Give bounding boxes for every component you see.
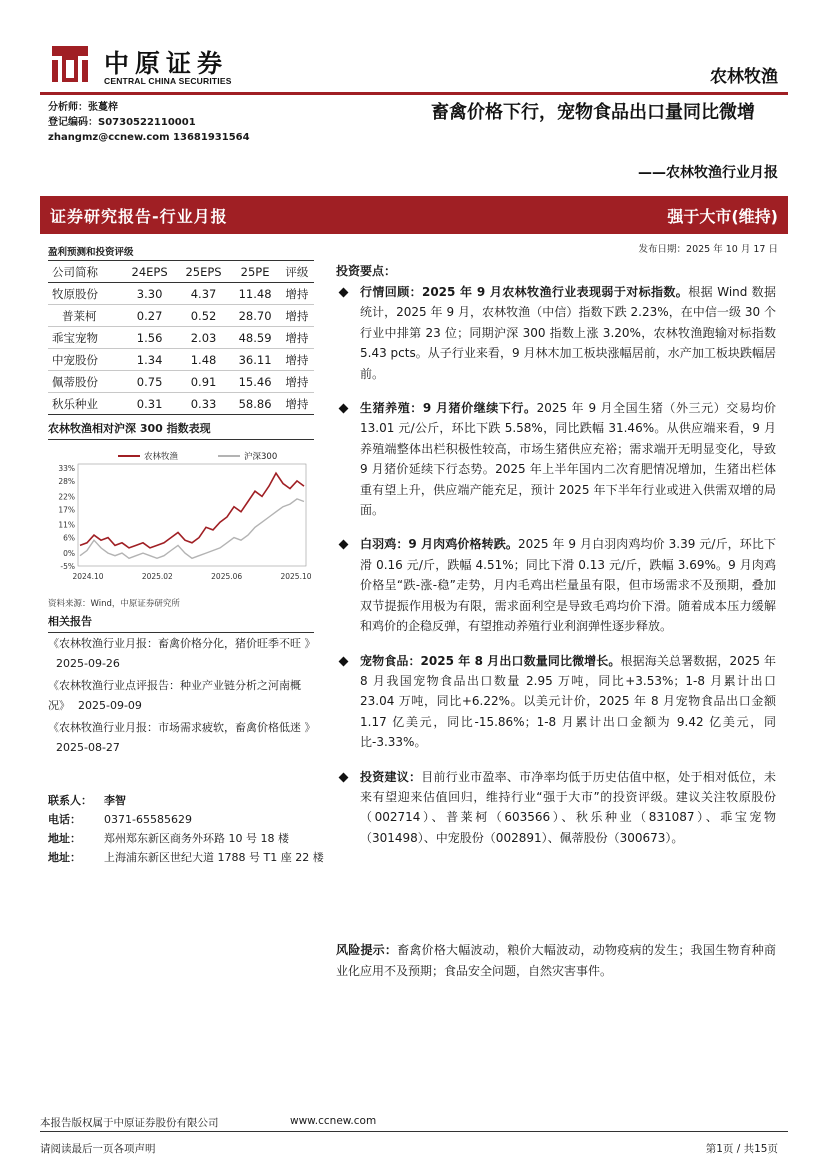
y-tick-label: 17% (58, 505, 75, 515)
table-cell: 乖宝宠物 (48, 327, 123, 349)
y-tick-label: 22% (58, 492, 75, 502)
report-title: 畜禽价格下行，宠物食品出口量同比微增 (431, 102, 755, 123)
investment-points-heading: 投资要点： (336, 264, 397, 278)
point-lead: 行情回顾：2025 年 9 月农林牧渔行业表现弱于对标指数。 (360, 285, 689, 299)
point-lead: 宠物食品：2025 年 8 月出口数量同比微增长。 (360, 653, 621, 668)
diamond-bullet-icon (339, 540, 349, 550)
y-tick-label: 11% (58, 520, 75, 530)
related-report-text: 《农林牧渔行业月报：畜禽价格分化，猪价旺季不旺 》 (48, 637, 316, 650)
investment-point (336, 282, 776, 384)
related-report-item[interactable] (48, 718, 316, 758)
contact-phone-row (48, 810, 328, 829)
table-row (48, 371, 314, 393)
point-body: 根据 Wind 数据统计，2025 年 9 月，农林牧渔（中信）指数下跌 2.23%，在中信一级 30 个行业中排第 23 位；同期沪深 300 指数上涨 3.20%，农林牧渔跑输对标指数 5.43 pcts。从子行业来看，9 月林木加工板块涨幅居前，水产加工板块跌幅居前。 (360, 285, 776, 381)
related-report-item[interactable] (48, 676, 316, 716)
y-tick-label: 6% (63, 533, 75, 543)
footer-disclaimer: 请阅读最后一页各项声明 (40, 1143, 156, 1155)
table-row (48, 283, 314, 305)
related-report-date: 2025-09-26 (56, 657, 120, 670)
table-cell: 增持 (280, 371, 314, 393)
table-cell: 0.27 (123, 305, 177, 327)
logo-emblem-icon (48, 42, 92, 86)
risk-body: 畜禽价格大幅波动，粮价大幅波动，动物疫病的发生；我国生物育种商业化应用不及预期；食品安全问题，自然灾害事件。 (336, 943, 776, 978)
contact-address-row (48, 848, 328, 867)
table-cell: 秋乐种业 (48, 393, 123, 415)
table-cell: 4.37 (177, 283, 231, 305)
y-tick-label: 33% (58, 464, 75, 473)
table-cell: 15.46 (231, 371, 280, 393)
report-subtitle: ——农林牧渔行业月报 (638, 165, 778, 181)
related-report-text: 《农林牧渔行业点评报告：种业产业链分析之河南概况》 (48, 679, 301, 712)
page-number: 第1页 / 共15页 (705, 1143, 778, 1155)
related-reports-list (48, 634, 316, 760)
table-row (48, 393, 314, 415)
company-logo (48, 42, 268, 94)
risk-lead: 风险提示： (336, 943, 398, 957)
x-tick-label: 2025.02 (141, 572, 173, 581)
related-report-text: 《农林牧渔行业月报：市场需求疲软，畜禽价格低迷 》 (48, 721, 316, 734)
contact-person-label: 联系人： (48, 794, 92, 807)
series-line (80, 499, 304, 558)
table-cell: 1.56 (123, 327, 177, 349)
table-cell: 增持 (280, 327, 314, 349)
analyst-cert: 登记编码：S0730522110001 (48, 117, 196, 128)
table-row (48, 349, 314, 371)
table-cell: 58.86 (231, 393, 280, 415)
table-cell: 增持 (280, 305, 314, 327)
y-tick-label: -5% (60, 562, 75, 571)
column-header: 评级 (280, 261, 314, 283)
table-cell: 1.34 (123, 349, 177, 371)
table-cell: 48.59 (231, 327, 280, 349)
forecast-title: 盈利预测和投资评级 (48, 244, 314, 261)
point-lead: 白羽鸡：9 月肉鸡价格转跌。 (360, 537, 518, 552)
report-type: 证券研究报告-行业月报 (50, 207, 228, 226)
header-rule (40, 92, 788, 95)
point-body: 2025 年 9 月全国生猪（外三元）交易均价 13.01 元/公斤，环比下跌 5.58%，同比跌幅 31.46%。从供应端来看，9 月养殖端整体出栏积极性较高，市场生猪供应充裕；需求端开无明显变化，导致 9 月猪价延续下行态势。2025 年上半年国内二次育肥情况增加，生猪出栏体重有望上升，供应端产能充足，预计 2025 年下半年行业或进入供需双增的局面。 (360, 401, 776, 518)
point-body: 目前行业市盈率、市净率均低于历史估值中枢，处于相对低位，未来有望迎来估值回归，维持行业“强于大市”的投资评级。建议关注牧原股份（002714）、普莱柯（603566）、秋乐种业（831087）、乖宝宠物（301498）、中宠股份（002891）、佩蒂股份（300673）。 (360, 769, 776, 845)
analyst-name: 分析师：张蔓梓 (48, 102, 118, 113)
point-lead: 生猪养殖：9 月猪价继续下行。 (360, 401, 537, 416)
table-row (48, 327, 314, 349)
table-header-row (48, 261, 314, 283)
diamond-bullet-icon (339, 288, 349, 298)
x-tick-label: 2025.10 (280, 572, 312, 581)
contact-address-row (48, 829, 328, 848)
y-tick-label: 28% (58, 476, 75, 486)
related-reports-title: 相关报告 (48, 613, 314, 633)
related-report-date: 2025-08-27 (56, 741, 120, 754)
table-cell: 0.31 (123, 393, 177, 415)
table-cell: 增持 (280, 393, 314, 415)
table-cell: 牧原股份 (48, 283, 123, 305)
publish-date: 发布日期：2025 年 10 月 17 日 (638, 244, 778, 255)
table-cell: 佩蒂股份 (48, 371, 123, 393)
table-cell: 2.03 (177, 327, 231, 349)
x-tick-label: 2025.06 (211, 572, 243, 581)
contact-person-value: 李智 (104, 794, 126, 807)
investment-points (336, 282, 776, 862)
point-lead: 投资建议： (360, 769, 422, 784)
diamond-bullet-icon (339, 772, 349, 782)
table-cell: 28.70 (231, 305, 280, 327)
table-row (48, 305, 314, 327)
table-cell: 0.75 (123, 371, 177, 393)
investment-point (336, 534, 776, 636)
column-header: 公司简称 (48, 261, 123, 283)
contact-address-label: 地址： (48, 832, 81, 845)
contact-person-row (48, 791, 328, 810)
table-cell: 1.48 (177, 349, 231, 371)
point-body: 2025 年 9 月白羽肉鸡均价 3.39 元/斤，环比下滑 0.16 元/斤，跌幅 4.51%；同比下滑 0.13 元/斤，跌幅 3.69%。9 月肉鸡价格呈“跌-涨-稳”走势，月内毛鸡出栏量虽有限，但市场需求不及预期，叠加双节提振作用极为有限，需求面利空是导致毛鸡均价下滑。随着成本压力缓解和鸡价的企稳反弹，有望推动养殖行业利润弹性逐步释放。 (360, 537, 776, 634)
forecast-table (48, 260, 314, 415)
footer-url-link[interactable]: www.ccnew.com (290, 1115, 377, 1127)
investment-point (336, 767, 776, 849)
investment-point (336, 651, 776, 753)
column-header: 25PE (231, 261, 280, 283)
industry-rating: 强于大市(维持) (667, 207, 778, 226)
contact-address-label: 地址： (48, 851, 81, 864)
column-header: 25EPS (177, 261, 231, 283)
contact-info (48, 791, 328, 867)
report-banner (40, 196, 788, 234)
chart-source: 资料来源：Wind，中原证券研究所 (48, 599, 180, 609)
table-cell: 中宠股份 (48, 349, 123, 371)
table-cell: 增持 (280, 283, 314, 305)
table-cell: 3.30 (123, 283, 177, 305)
investment-point (336, 398, 776, 520)
analyst-contact: zhangmz@ccnew.com 13681931564 (48, 132, 250, 143)
risk-warning (336, 940, 776, 982)
series-line (80, 473, 304, 548)
logo-text-cn: 中原证券 (104, 49, 229, 78)
y-tick-label: 0% (63, 549, 75, 559)
diamond-bullet-icon (339, 404, 349, 414)
table-cell: 0.52 (177, 305, 231, 327)
point-body: 根据海关总署数据，2025 年 8 月我国宠物食品出口数量 2.95 万吨，同比+3.53%；1-8 月累计出口 23.04 万吨，同比+6.22%。以美元计价，2025 年 8 月宠物食品出口金额 1.17 亿美元，同比-15.86%；1-8 月累计出口金额为 9.42 亿美元，同比-3.33%。 (360, 653, 776, 750)
table-cell: 普莱柯 (48, 305, 123, 327)
chart-title: 农林牧渔相对沪深 300 指数表现 (48, 420, 314, 440)
diamond-bullet-icon (339, 656, 349, 666)
relative-performance-chart (48, 444, 318, 590)
column-header: 24EPS (123, 261, 177, 283)
table-cell: 0.91 (177, 371, 231, 393)
contact-address-value: 上海浦东新区世纪大道 1788 号 T1 座 22 楼 (104, 851, 324, 864)
logo-text-en: CENTRAL CHINA SECURITIES (104, 76, 232, 86)
footer-copyright: 本报告版权属于中原证券股份有限公司 (40, 1117, 219, 1129)
legend-label: 沪深300 (244, 452, 278, 462)
table-cell: 0.33 (177, 393, 231, 415)
contact-phone-value: 0371-65585629 (104, 813, 192, 826)
contact-phone-label: 电话： (48, 813, 81, 826)
contact-address-value: 郑州郑东新区商务外环路 10 号 18 楼 (104, 832, 289, 845)
legend-label: 农林牧渔 (144, 452, 179, 462)
related-report-item[interactable] (48, 634, 316, 674)
table-cell: 增持 (280, 349, 314, 371)
table-cell: 11.48 (231, 283, 280, 305)
table-cell: 36.11 (231, 349, 280, 371)
analyst-info (48, 100, 250, 145)
sector-label: 农林牧渔 (710, 67, 778, 87)
x-tick-label: 2024.10 (72, 572, 104, 581)
footer-rule (40, 1131, 788, 1132)
related-report-date: 2025-09-09 (78, 699, 142, 712)
